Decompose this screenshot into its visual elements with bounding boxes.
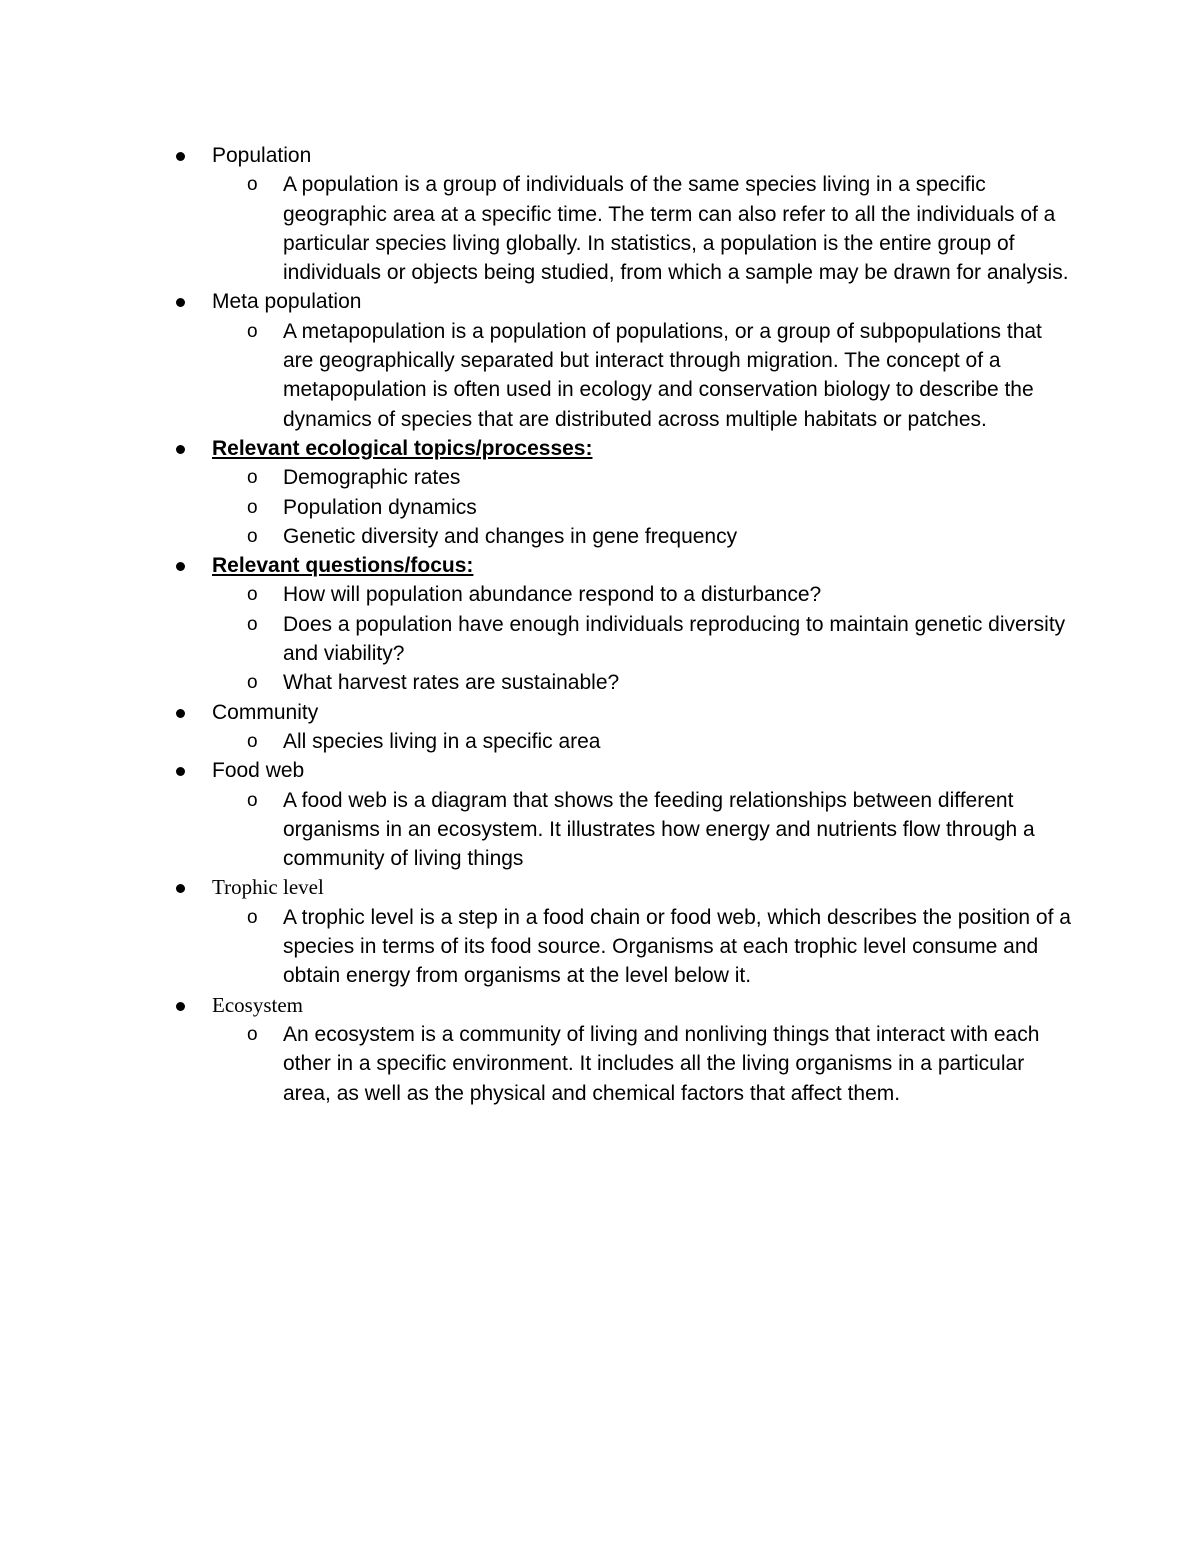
list-item-meta-population	[0, 287, 1072, 316]
list-item-population	[0, 141, 1072, 170]
circle-bullet-icon: o	[247, 584, 258, 606]
heading-community: Community	[212, 700, 319, 724]
sub-item-text: Does a population have enough individuals reproducing to maintain genetic diversity and viability?	[283, 612, 1066, 666]
sub-item-question-abundance	[0, 580, 1073, 609]
sub-item-text: How will population abundance respond to a disturbance?	[283, 583, 822, 607]
heading-food-web: Food web	[212, 759, 305, 783]
bullet-icon	[176, 709, 185, 718]
list-item-trophic-level	[0, 873, 1072, 902]
sub-item-question-harvest-rates	[0, 668, 1073, 697]
bullet-icon	[176, 298, 185, 307]
circle-bullet-icon: o	[247, 789, 258, 811]
circle-bullet-icon: o	[247, 730, 258, 752]
heading-trophic-level: Trophic level	[212, 875, 324, 900]
circle-bullet-icon: o	[247, 906, 258, 928]
sub-item-text: A food web is a diagram that shows the feeding relationships between different organisms in an ecosystem. It illustrates how energy and nutrients flow through a community of living things	[283, 788, 1035, 871]
heading-meta-population: Meta population	[212, 290, 362, 314]
sub-item-text: What harvest rates are sustainable?	[283, 671, 620, 695]
sub-item-question-genetic-viability	[0, 610, 1073, 669]
sub-item-text: Genetic diversity and changes in gene frequency	[283, 524, 738, 548]
circle-bullet-icon: o	[247, 525, 258, 547]
sub-item-metapopulation-definition	[0, 317, 1073, 434]
circle-bullet-icon: o	[247, 174, 258, 196]
bullet-icon	[176, 152, 185, 161]
circle-bullet-icon: o	[247, 320, 258, 342]
circle-bullet-icon: o	[247, 496, 258, 518]
sub-item-text: Demographic rates	[283, 466, 461, 490]
sub-item-population-definition	[0, 170, 1073, 287]
heading-population: Population	[212, 144, 312, 167]
heading-ecological-topics: Relevant ecological topics/processes:	[212, 436, 593, 460]
bullet-icon	[176, 1002, 185, 1011]
document-page	[0, 141, 1200, 1108]
circle-bullet-icon: o	[247, 1023, 258, 1045]
list-item-ecological-topics	[0, 434, 1072, 463]
sub-item-text: A trophic level is a step in a food chain or food web, which describes the position of a species in terms of its food source. Organisms at each trophic level consume and obtain energy from organisms at the level below it.	[283, 905, 1071, 988]
bullet-icon	[176, 445, 185, 454]
list-item-ecosystem	[0, 991, 1072, 1020]
bullet-icon	[176, 884, 185, 893]
sub-item-text: Population dynamics	[283, 495, 477, 519]
circle-bullet-icon: o	[247, 672, 258, 694]
sub-item-population-dynamics	[0, 493, 1073, 522]
sub-item-text: An ecosystem is a community of living and nonliving things that interact with each other in a specific environment. It includes all the living organisms in a particular area, as well as the physical and chemical factors that affect them.	[283, 1022, 1040, 1105]
sub-item-ecosystem-definition	[0, 1020, 1073, 1108]
sub-item-trophic-level-definition	[0, 903, 1073, 991]
circle-bullet-icon: o	[247, 467, 258, 489]
bullet-icon	[176, 767, 185, 776]
heading-ecosystem: Ecosystem	[212, 992, 303, 1017]
circle-bullet-icon: o	[247, 613, 258, 635]
bullet-icon	[176, 562, 185, 571]
heading-questions-focus: Relevant questions/focus:	[212, 554, 474, 578]
sub-item-community-definition	[0, 727, 1073, 756]
sub-item-text: All species living in a specific area	[283, 729, 601, 753]
sub-item-demographic-rates	[0, 463, 1073, 492]
sub-item-text: A population is a group of individuals of the same species living in a specific geographic area at a specific time. The term can also refer to all the individuals of a particular species living globally. In statistics, a population is the entire group of individuals or objects being studied, from which a sample may be drawn for analysis.	[283, 173, 1069, 285]
list-item-community	[0, 698, 1072, 727]
sub-item-genetic-diversity	[0, 522, 1073, 551]
list-item-food-web	[0, 756, 1072, 785]
sub-item-food-web-definition	[0, 786, 1073, 874]
list-item-questions-focus	[0, 551, 1072, 580]
sub-item-text: A metapopulation is a population of populations, or a group of subpopulations that are geographically separated but interact through migration. The concept of a metapopulation is often used in ecology and conservation biology to describe the dynamics of species that are distributed across multiple habitats or patches.	[283, 319, 1042, 431]
